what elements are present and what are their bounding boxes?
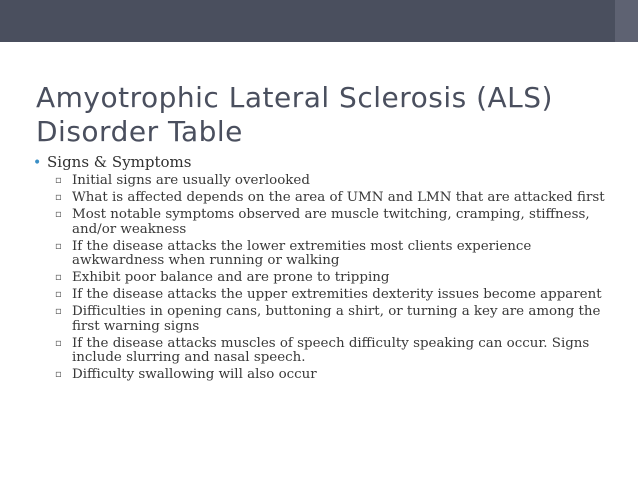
- header-accent-block: [615, 0, 638, 42]
- square-bullet-icon: ▫: [55, 240, 62, 252]
- square-bullet-icon: ▫: [55, 192, 62, 203]
- list-item-text: Most notable symptoms observed are muscle twitching, cramping, stiffness, and/or weakness: [72, 207, 590, 237]
- list-item-text: Initial signs are usually overlooked: [72, 173, 310, 188]
- list-item-text: Difficulty swallowing will also occur: [72, 367, 317, 382]
- list-item-text: If the disease attacks the upper extremities dexterity issues become apparent: [72, 287, 602, 302]
- list-item: [55, 191, 613, 206]
- list-item-text: Difficulties in opening cans, buttoning a shirt, or turning a key are among the first warning signs: [72, 304, 601, 334]
- list-item-text: If the disease attacks muscles of speech difficulty speaking can occur. Signs include slurring and nasal speech.: [72, 335, 590, 365]
- list-item: [55, 271, 613, 286]
- section-heading: Signs & Symptoms: [47, 153, 192, 171]
- header-band: [0, 0, 638, 42]
- list-item-text: Exhibit poor balance and are prone to tripping: [72, 270, 390, 285]
- slide-title: [36, 81, 616, 149]
- square-bullet-icon: ▫: [55, 306, 62, 317]
- square-bullet-icon: ▫: [55, 369, 62, 380]
- section-heading-row: [33, 153, 613, 172]
- list-item-text: If the disease attacks the lower extremities most clients experience awkwardness when running or walking: [72, 238, 532, 268]
- list-item: [55, 240, 613, 269]
- square-bullet-icon: ▫: [55, 209, 62, 220]
- list-item: [55, 368, 613, 383]
- slide-title-line-1: Amyotrophic Lateral Sclerosis (ALS): [36, 81, 553, 114]
- square-bullet-icon: ▫: [55, 337, 62, 349]
- square-bullet-icon: ▫: [55, 272, 62, 283]
- list-item: [55, 174, 613, 189]
- square-bullet-icon: ▫: [55, 175, 62, 186]
- list-item: [55, 305, 613, 334]
- list-item-text: What is affected depends on the area of UMN and LMN that are attacked first: [72, 190, 605, 205]
- square-bullet-icon: ▫: [55, 289, 62, 300]
- symptom-list: [55, 174, 613, 383]
- list-item: [55, 288, 613, 303]
- slide-title-line-2: Disorder Table: [36, 115, 243, 148]
- list-item: [55, 208, 613, 237]
- bullet-icon: •: [33, 155, 42, 171]
- list-item: [55, 337, 613, 366]
- slide-content: [33, 153, 613, 385]
